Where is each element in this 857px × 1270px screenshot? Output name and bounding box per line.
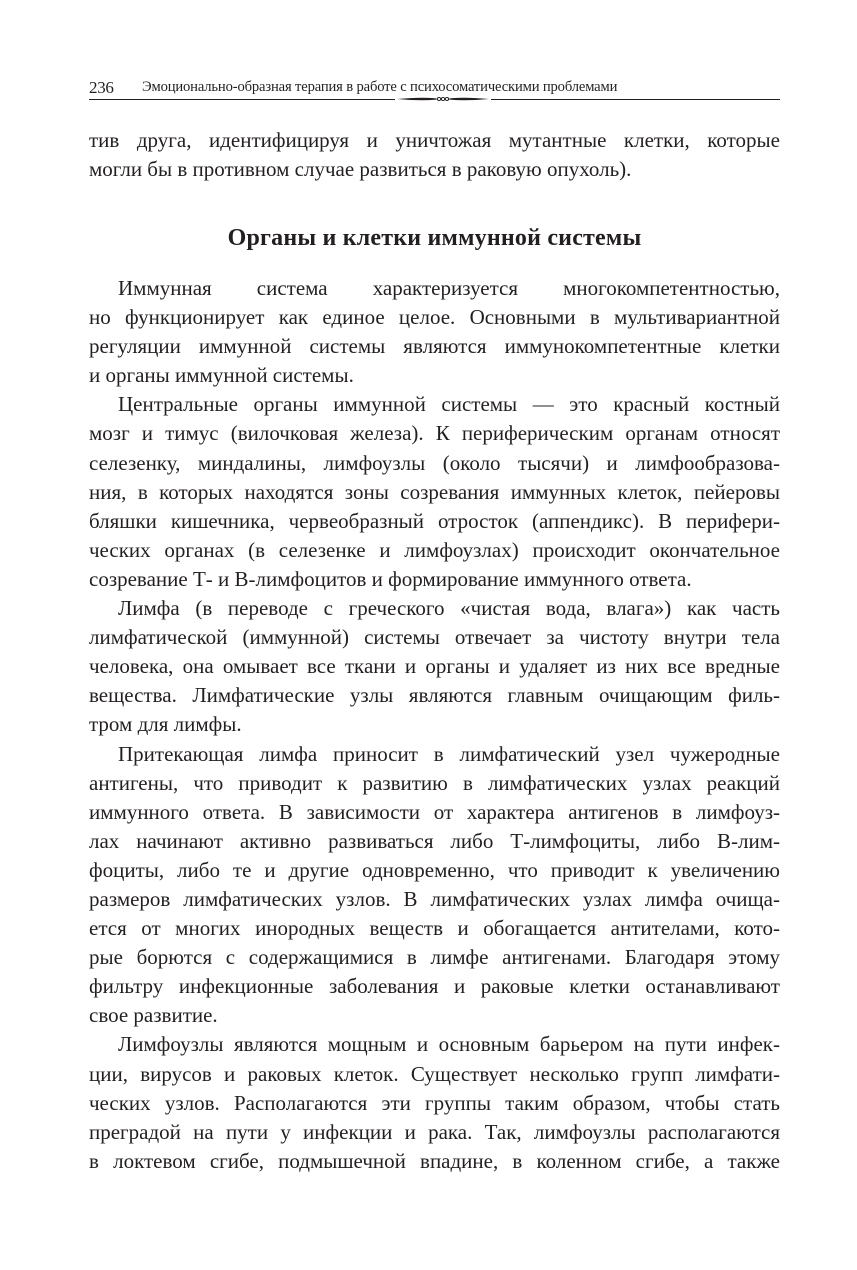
text-line: свое развитие. xyxy=(89,1003,218,1028)
paragraph-1 xyxy=(89,274,780,390)
text-line: Иммунная система характеризуется многокомпетентностью, xyxy=(118,276,780,300)
text-line: преградой на пути у инфекции и рака. Так, лимфоузлы располагаются xyxy=(89,1119,780,1144)
text-line: ния, в которых находятся зоны созревания иммунных клеток, пейеровы xyxy=(89,479,780,504)
text-line: человека, она омывает все ткани и органы и удаляет из них все вредные xyxy=(89,654,780,679)
intro-paragraph-continuation xyxy=(89,126,780,184)
text-line: ции, вирусов и раковых клеток. Существует несколько групп лимфати- xyxy=(89,1061,780,1086)
text-line: вещества. Лимфатические узлы являются главным очищающим филь- xyxy=(89,683,780,708)
text-line: и органы иммунной системы. xyxy=(89,363,354,388)
text-line: ческих узлов. Располагаются эти группы таким образом, чтобы стать xyxy=(89,1090,780,1115)
decorative-divider-ornament-icon xyxy=(395,94,491,104)
text-line: ется от многих инородных веществ и обогащается антителами, кото- xyxy=(89,916,780,941)
text-line: иммунного ответа. В зависимости от характера антигенов в лимфоуз- xyxy=(89,799,780,824)
text-line: селезенку, миндалины, лимфоузлы (около тысячи) и лимфообразова- xyxy=(89,450,780,475)
text-line: фоциты, либо те и другие одновременно, что приводит к увеличению xyxy=(89,857,780,882)
paragraph-2 xyxy=(89,390,780,594)
page-number: 236 xyxy=(89,78,114,97)
page-header xyxy=(89,74,780,104)
text-line: Притекающая лимфа приносит в лимфатический узел чужеродные xyxy=(118,741,780,766)
text-line: в локтевом сгибе, подмышечной впадине, в коленном сгибе, а также xyxy=(89,1148,780,1173)
text-line: размеров лимфатических узлов. В лимфатических узлах лимфа очища- xyxy=(89,886,780,911)
paragraph-4 xyxy=(89,740,780,1031)
running-title: Эмоционально-образная терапия в работе с психосоматическими проблемами xyxy=(142,79,618,95)
text-line: созревание Т- и В-лимфоцитов и формирование иммунного ответа. xyxy=(89,566,692,591)
text-line: ческих органах (в селезенке и лимфоузлах) происходит окончательное xyxy=(89,537,780,562)
text-line: тив друга, идентифицируя и уничтожая мутантные клетки, которые xyxy=(89,128,780,152)
text-line: лах начинают активно развиваться либо Т-лимфоциты, либо В-лим- xyxy=(89,828,780,853)
text-line: но функционирует как единое целое. Основными в мультивариантной xyxy=(89,305,780,330)
text-line: лимфатической (иммунной) системы отвечает за чистоту внутри тела xyxy=(89,625,780,650)
text-line: антигены, что приводит к развитию в лимфатических узлах реакций xyxy=(89,770,780,795)
text-line: мозг и тимус (вилочковая железа). К периферическим органам относят xyxy=(89,421,780,446)
text-line: Центральные органы иммунной системы — это красный костный xyxy=(118,392,780,417)
text-line: бляшки кишечника, червеобразный отросток (аппендикс). В перифери- xyxy=(89,508,780,533)
section-body xyxy=(89,274,780,1176)
text-line: Лимфоузлы являются мощным и основным барьером на пути инфек- xyxy=(118,1032,780,1057)
paragraph-5 xyxy=(89,1030,780,1175)
paragraph-3 xyxy=(89,594,780,739)
text-line: рые борются с содержащимися в лимфе антигенами. Благодаря этому xyxy=(89,945,780,970)
text-line: могли бы в противном случае развиться в раковую опухоль). xyxy=(89,157,632,182)
section-heading: Органы и клетки иммунной системы xyxy=(227,225,642,251)
text-line: регуляции иммунной системы являются иммунокомпетентные клетки xyxy=(89,334,780,359)
text-line: фильтру инфекционные заболевания и раковые клетки останавливают xyxy=(89,974,780,999)
text-line: тром для лимфы. xyxy=(89,712,242,737)
text-line: Лимфа (в переводе с греческого «чистая вода, влага») как часть xyxy=(118,596,780,621)
